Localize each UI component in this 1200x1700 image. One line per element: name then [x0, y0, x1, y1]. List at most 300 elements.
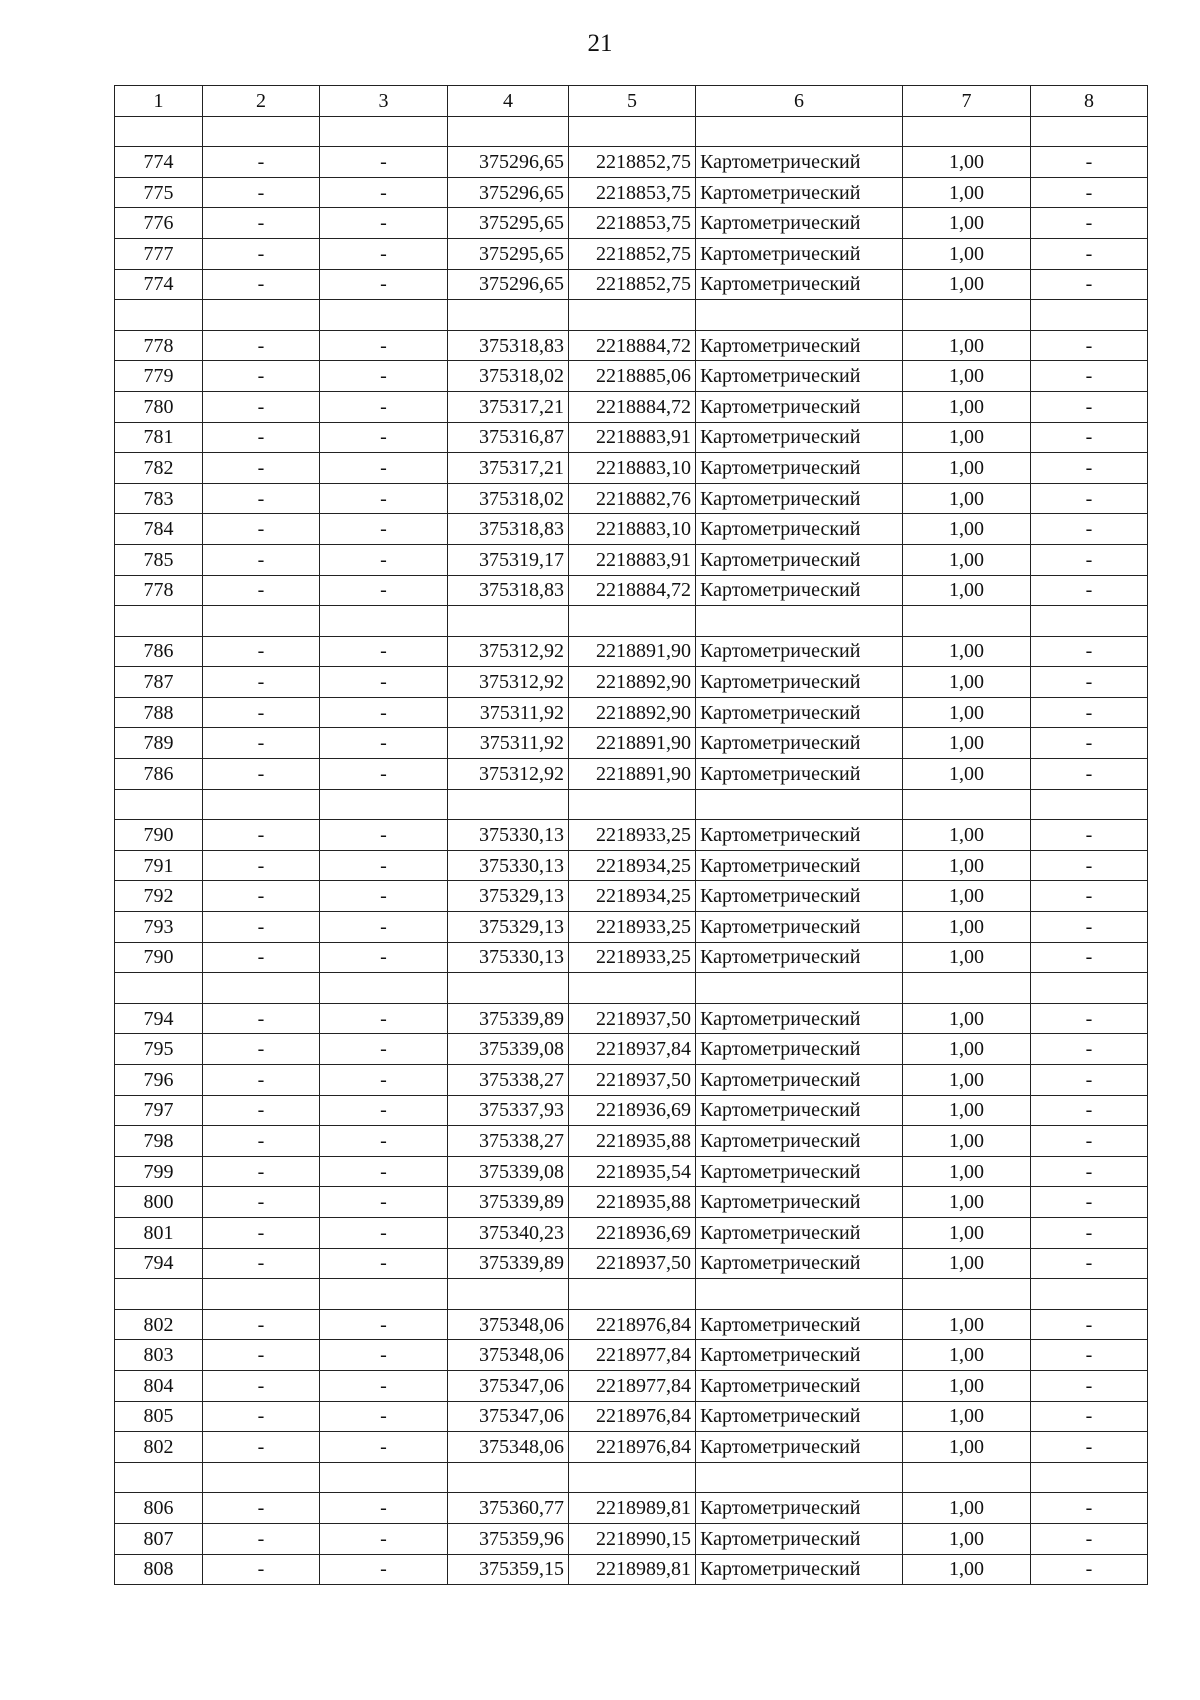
col8-cell: - [1031, 1493, 1148, 1524]
x-coordinate-cell: 375295,65 [448, 208, 569, 239]
accuracy-cell [903, 1279, 1031, 1310]
col8-cell: - [1031, 728, 1148, 759]
col2-cell: - [203, 544, 320, 575]
col3-cell: - [320, 177, 448, 208]
col2-cell: - [203, 238, 320, 269]
accuracy-cell: 1,00 [903, 912, 1031, 943]
y-coordinate-cell: 2218989,81 [569, 1493, 696, 1524]
x-coordinate-cell: 375338,27 [448, 1065, 569, 1096]
point-number-cell: 792 [115, 881, 203, 912]
x-coordinate-cell: 375318,83 [448, 330, 569, 361]
x-coordinate-cell: 375318,02 [448, 361, 569, 392]
accuracy-cell: 1,00 [903, 1126, 1031, 1157]
col8-cell: - [1031, 881, 1148, 912]
col3-cell: - [320, 269, 448, 300]
x-coordinate-cell: 375338,27 [448, 1126, 569, 1157]
table-row [115, 850, 1148, 881]
separator-row [115, 116, 1148, 147]
method-cell: Картометрический [696, 636, 903, 667]
accuracy-cell: 1,00 [903, 391, 1031, 422]
y-coordinate-cell: 2218934,25 [569, 850, 696, 881]
method-cell: Картометрический [696, 1432, 903, 1463]
point-number-cell: 807 [115, 1523, 203, 1554]
col3-cell: - [320, 1187, 448, 1218]
x-coordinate-cell: 375339,89 [448, 1248, 569, 1279]
table-row [115, 147, 1148, 178]
col3-cell: - [320, 1156, 448, 1187]
point-number-cell: 790 [115, 942, 203, 973]
x-coordinate-cell: 375318,02 [448, 483, 569, 514]
method-cell: Картометрический [696, 912, 903, 943]
table-row [115, 575, 1148, 606]
separator-row [115, 789, 1148, 820]
col2-cell: - [203, 269, 320, 300]
col3-cell: - [320, 1309, 448, 1340]
accuracy-cell: 1,00 [903, 544, 1031, 575]
method-cell: Картометрический [696, 1187, 903, 1218]
point-number-cell: 787 [115, 667, 203, 698]
method-cell: Картометрический [696, 453, 903, 484]
accuracy-cell: 1,00 [903, 208, 1031, 239]
col3-cell [320, 1462, 448, 1493]
point-number-cell: 786 [115, 636, 203, 667]
accuracy-cell: 1,00 [903, 881, 1031, 912]
col8-cell: - [1031, 453, 1148, 484]
table-row [115, 483, 1148, 514]
column-header: 3 [320, 86, 448, 117]
col2-cell: - [203, 667, 320, 698]
accuracy-cell: 1,00 [903, 1432, 1031, 1463]
col3-cell: - [320, 1401, 448, 1432]
col3-cell: - [320, 1217, 448, 1248]
separator-row [115, 606, 1148, 637]
col8-cell [1031, 300, 1148, 331]
table-row [115, 881, 1148, 912]
col8-cell [1031, 789, 1148, 820]
col2-cell: - [203, 330, 320, 361]
col2-cell: - [203, 820, 320, 851]
col3-cell [320, 789, 448, 820]
col8-cell: - [1031, 483, 1148, 514]
col2-cell: - [203, 1126, 320, 1157]
accuracy-cell: 1,00 [903, 238, 1031, 269]
separator-row [115, 300, 1148, 331]
col2-cell [203, 1279, 320, 1310]
x-coordinate-cell: 375339,89 [448, 1187, 569, 1218]
col8-cell: - [1031, 391, 1148, 422]
accuracy-cell: 1,00 [903, 942, 1031, 973]
col2-cell: - [203, 575, 320, 606]
y-coordinate-cell: 2218933,25 [569, 912, 696, 943]
table-row [115, 208, 1148, 239]
accuracy-cell: 1,00 [903, 1003, 1031, 1034]
col2-cell: - [203, 514, 320, 545]
col2-cell: - [203, 361, 320, 392]
col2-cell [203, 973, 320, 1004]
col3-cell: - [320, 667, 448, 698]
x-coordinate-cell: 375337,93 [448, 1095, 569, 1126]
col2-cell: - [203, 483, 320, 514]
table-row [115, 697, 1148, 728]
x-coordinate-cell: 375339,08 [448, 1034, 569, 1065]
x-coordinate-cell [448, 789, 569, 820]
point-number-cell: 799 [115, 1156, 203, 1187]
col3-cell [320, 300, 448, 331]
y-coordinate-cell: 2218852,75 [569, 238, 696, 269]
col3-cell: - [320, 1493, 448, 1524]
table-row [115, 1432, 1148, 1463]
y-coordinate-cell: 2218891,90 [569, 728, 696, 759]
col3-cell: - [320, 1095, 448, 1126]
accuracy-cell: 1,00 [903, 453, 1031, 484]
point-number-cell: 797 [115, 1095, 203, 1126]
x-coordinate-cell: 375340,23 [448, 1217, 569, 1248]
x-coordinate-cell [448, 300, 569, 331]
col3-cell: - [320, 820, 448, 851]
col3-cell: - [320, 1003, 448, 1034]
column-header: 8 [1031, 86, 1148, 117]
x-coordinate-cell: 375330,13 [448, 942, 569, 973]
col3-cell: - [320, 453, 448, 484]
col8-cell [1031, 973, 1148, 1004]
separator-row [115, 1462, 1148, 1493]
method-cell [696, 606, 903, 637]
header-row [115, 86, 1148, 117]
col2-cell: - [203, 1095, 320, 1126]
point-number-cell: 804 [115, 1370, 203, 1401]
x-coordinate-cell: 375296,65 [448, 147, 569, 178]
col2-cell: - [203, 881, 320, 912]
method-cell: Картометрический [696, 1248, 903, 1279]
point-number-cell [115, 789, 203, 820]
table-row [115, 1493, 1148, 1524]
y-coordinate-cell: 2218882,76 [569, 483, 696, 514]
col8-cell: - [1031, 759, 1148, 790]
accuracy-cell: 1,00 [903, 330, 1031, 361]
accuracy-cell: 1,00 [903, 1095, 1031, 1126]
col2-cell: - [203, 697, 320, 728]
col3-cell: - [320, 238, 448, 269]
method-cell: Картометрический [696, 667, 903, 698]
y-coordinate-cell: 2218937,84 [569, 1034, 696, 1065]
y-coordinate-cell: 2218892,90 [569, 667, 696, 698]
col3-cell: - [320, 544, 448, 575]
x-coordinate-cell: 375359,15 [448, 1554, 569, 1585]
col8-cell: - [1031, 544, 1148, 575]
accuracy-cell: 1,00 [903, 759, 1031, 790]
col3-cell [320, 116, 448, 147]
col8-cell: - [1031, 269, 1148, 300]
x-coordinate-cell: 375312,92 [448, 667, 569, 698]
point-number-cell: 774 [115, 269, 203, 300]
method-cell: Картометрический [696, 759, 903, 790]
y-coordinate-cell: 2218883,10 [569, 514, 696, 545]
method-cell: Картометрический [696, 1370, 903, 1401]
col8-cell [1031, 1279, 1148, 1310]
col8-cell: - [1031, 1248, 1148, 1279]
col2-cell: - [203, 1309, 320, 1340]
point-number-cell: 783 [115, 483, 203, 514]
y-coordinate-cell: 2218976,84 [569, 1432, 696, 1463]
method-cell: Картометрический [696, 697, 903, 728]
point-number-cell: 782 [115, 453, 203, 484]
y-coordinate-cell: 2218976,84 [569, 1309, 696, 1340]
method-cell: Картометрический [696, 942, 903, 973]
y-coordinate-cell: 2218935,88 [569, 1126, 696, 1157]
method-cell: Картометрический [696, 1401, 903, 1432]
x-coordinate-cell: 375329,13 [448, 881, 569, 912]
point-number-cell: 793 [115, 912, 203, 943]
method-cell: Картометрический [696, 269, 903, 300]
col2-cell: - [203, 422, 320, 453]
col8-cell: - [1031, 147, 1148, 178]
y-coordinate-cell [569, 116, 696, 147]
accuracy-cell: 1,00 [903, 636, 1031, 667]
col2-cell: - [203, 1065, 320, 1096]
accuracy-cell [903, 116, 1031, 147]
col2-cell: - [203, 1187, 320, 1218]
col2-cell: - [203, 1156, 320, 1187]
col8-cell: - [1031, 1432, 1148, 1463]
col3-cell [320, 1279, 448, 1310]
col8-cell: - [1031, 1401, 1148, 1432]
col8-cell: - [1031, 1003, 1148, 1034]
col2-cell: - [203, 942, 320, 973]
col3-cell: - [320, 391, 448, 422]
point-number-cell: 785 [115, 544, 203, 575]
method-cell: Картометрический [696, 238, 903, 269]
col2-cell: - [203, 147, 320, 178]
col8-cell [1031, 1462, 1148, 1493]
column-header: 7 [903, 86, 1031, 117]
col8-cell: - [1031, 208, 1148, 239]
method-cell: Картометрический [696, 544, 903, 575]
col8-cell: - [1031, 1156, 1148, 1187]
col3-cell: - [320, 1554, 448, 1585]
column-header: 1 [115, 86, 203, 117]
table-row [115, 544, 1148, 575]
accuracy-cell: 1,00 [903, 1370, 1031, 1401]
point-number-cell: 803 [115, 1340, 203, 1371]
y-coordinate-cell: 2218883,91 [569, 422, 696, 453]
y-coordinate-cell: 2218989,81 [569, 1554, 696, 1585]
col8-cell: - [1031, 1370, 1148, 1401]
accuracy-cell: 1,00 [903, 1248, 1031, 1279]
point-number-cell: 795 [115, 1034, 203, 1065]
point-number-cell: 790 [115, 820, 203, 851]
col8-cell [1031, 116, 1148, 147]
col3-cell: - [320, 1248, 448, 1279]
col3-cell: - [320, 1432, 448, 1463]
accuracy-cell: 1,00 [903, 667, 1031, 698]
table-row [115, 1126, 1148, 1157]
col8-cell: - [1031, 667, 1148, 698]
col3-cell: - [320, 147, 448, 178]
point-number-cell: 801 [115, 1217, 203, 1248]
y-coordinate-cell: 2218852,75 [569, 269, 696, 300]
method-cell: Картометрический [696, 1156, 903, 1187]
col2-cell: - [203, 1523, 320, 1554]
col3-cell: - [320, 208, 448, 239]
point-number-cell: 786 [115, 759, 203, 790]
table-row [115, 1003, 1148, 1034]
method-cell: Картометрический [696, 1554, 903, 1585]
x-coordinate-cell: 375359,96 [448, 1523, 569, 1554]
method-cell: Картометрический [696, 1309, 903, 1340]
col2-cell: - [203, 1554, 320, 1585]
col2-cell: - [203, 1034, 320, 1065]
table-row [115, 728, 1148, 759]
x-coordinate-cell: 375319,17 [448, 544, 569, 575]
column-header: 4 [448, 86, 569, 117]
y-coordinate-cell [569, 1462, 696, 1493]
point-number-cell: 805 [115, 1401, 203, 1432]
x-coordinate-cell: 375339,08 [448, 1156, 569, 1187]
col8-cell: - [1031, 330, 1148, 361]
y-coordinate-cell: 2218976,84 [569, 1401, 696, 1432]
accuracy-cell: 1,00 [903, 820, 1031, 851]
accuracy-cell: 1,00 [903, 1034, 1031, 1065]
table-row [115, 1554, 1148, 1585]
table-row [115, 1156, 1148, 1187]
column-header: 2 [203, 86, 320, 117]
y-coordinate-cell: 2218853,75 [569, 208, 696, 239]
x-coordinate-cell: 375312,92 [448, 759, 569, 790]
method-cell: Картометрический [696, 177, 903, 208]
table-row [115, 1187, 1148, 1218]
col2-cell: - [203, 1217, 320, 1248]
table-row [115, 1065, 1148, 1096]
col3-cell: - [320, 1340, 448, 1371]
col8-cell: - [1031, 514, 1148, 545]
x-coordinate-cell [448, 116, 569, 147]
table-row [115, 667, 1148, 698]
col2-cell: - [203, 728, 320, 759]
col2-cell: - [203, 391, 320, 422]
col8-cell: - [1031, 177, 1148, 208]
x-coordinate-cell: 375347,06 [448, 1370, 569, 1401]
x-coordinate-cell: 375296,65 [448, 177, 569, 208]
col8-cell: - [1031, 850, 1148, 881]
accuracy-cell: 1,00 [903, 269, 1031, 300]
x-coordinate-cell: 375318,83 [448, 514, 569, 545]
x-coordinate-cell: 375311,92 [448, 728, 569, 759]
col2-cell: - [203, 1493, 320, 1524]
col8-cell [1031, 606, 1148, 637]
method-cell: Картометрический [696, 1065, 903, 1096]
point-number-cell: 778 [115, 575, 203, 606]
y-coordinate-cell: 2218884,72 [569, 391, 696, 422]
table-row [115, 912, 1148, 943]
method-cell [696, 1462, 903, 1493]
col3-cell: - [320, 1523, 448, 1554]
point-number-cell: 789 [115, 728, 203, 759]
accuracy-cell: 1,00 [903, 1493, 1031, 1524]
accuracy-cell: 1,00 [903, 483, 1031, 514]
col3-cell: - [320, 1370, 448, 1401]
col8-cell: - [1031, 1187, 1148, 1218]
y-coordinate-cell: 2218885,06 [569, 361, 696, 392]
col3-cell: - [320, 422, 448, 453]
y-coordinate-cell: 2218853,75 [569, 177, 696, 208]
col8-cell: - [1031, 1095, 1148, 1126]
col2-cell: - [203, 850, 320, 881]
method-cell: Картометрический [696, 820, 903, 851]
accuracy-cell: 1,00 [903, 1309, 1031, 1340]
col2-cell: - [203, 208, 320, 239]
y-coordinate-cell [569, 606, 696, 637]
y-coordinate-cell: 2218933,25 [569, 820, 696, 851]
y-coordinate-cell: 2218936,69 [569, 1095, 696, 1126]
col2-cell: - [203, 912, 320, 943]
point-number-cell: 794 [115, 1248, 203, 1279]
col2-cell [203, 1462, 320, 1493]
table-row [115, 1370, 1148, 1401]
accuracy-cell [903, 973, 1031, 1004]
point-number-cell: 798 [115, 1126, 203, 1157]
method-cell: Картометрический [696, 361, 903, 392]
y-coordinate-cell [569, 1279, 696, 1310]
y-coordinate-cell [569, 300, 696, 331]
table-row [115, 361, 1148, 392]
table-row [115, 177, 1148, 208]
col3-cell: - [320, 330, 448, 361]
method-cell: Картометрический [696, 422, 903, 453]
coordinates-table [114, 85, 1148, 1585]
accuracy-cell: 1,00 [903, 1340, 1031, 1371]
page-number: 21 [587, 30, 613, 57]
y-coordinate-cell: 2218977,84 [569, 1340, 696, 1371]
table-row [115, 1309, 1148, 1340]
point-number-cell [115, 973, 203, 1004]
method-cell: Картометрический [696, 514, 903, 545]
col3-cell: - [320, 1065, 448, 1096]
method-cell: Картометрический [696, 728, 903, 759]
accuracy-cell: 1,00 [903, 728, 1031, 759]
col8-cell: - [1031, 1523, 1148, 1554]
method-cell [696, 116, 903, 147]
point-number-cell [115, 1279, 203, 1310]
col2-cell [203, 300, 320, 331]
col2-cell: - [203, 1432, 320, 1463]
point-number-cell [115, 300, 203, 331]
method-cell: Картометрический [696, 1217, 903, 1248]
col8-cell: - [1031, 912, 1148, 943]
point-number-cell: 778 [115, 330, 203, 361]
point-number-cell: 776 [115, 208, 203, 239]
col3-cell: - [320, 912, 448, 943]
col3-cell: - [320, 575, 448, 606]
col3-cell: - [320, 361, 448, 392]
y-coordinate-cell: 2218977,84 [569, 1370, 696, 1401]
x-coordinate-cell: 375317,21 [448, 453, 569, 484]
method-cell: Картометрический [696, 1095, 903, 1126]
y-coordinate-cell: 2218934,25 [569, 881, 696, 912]
point-number-cell: 777 [115, 238, 203, 269]
accuracy-cell: 1,00 [903, 147, 1031, 178]
accuracy-cell [903, 1462, 1031, 1493]
separator-row [115, 1279, 1148, 1310]
col3-cell: - [320, 942, 448, 973]
col8-cell: - [1031, 942, 1148, 973]
method-cell: Картометрический [696, 575, 903, 606]
col3-cell: - [320, 850, 448, 881]
accuracy-cell: 1,00 [903, 697, 1031, 728]
y-coordinate-cell: 2218937,50 [569, 1248, 696, 1279]
col3-cell: - [320, 1126, 448, 1157]
point-number-cell: 779 [115, 361, 203, 392]
point-number-cell: 784 [115, 514, 203, 545]
